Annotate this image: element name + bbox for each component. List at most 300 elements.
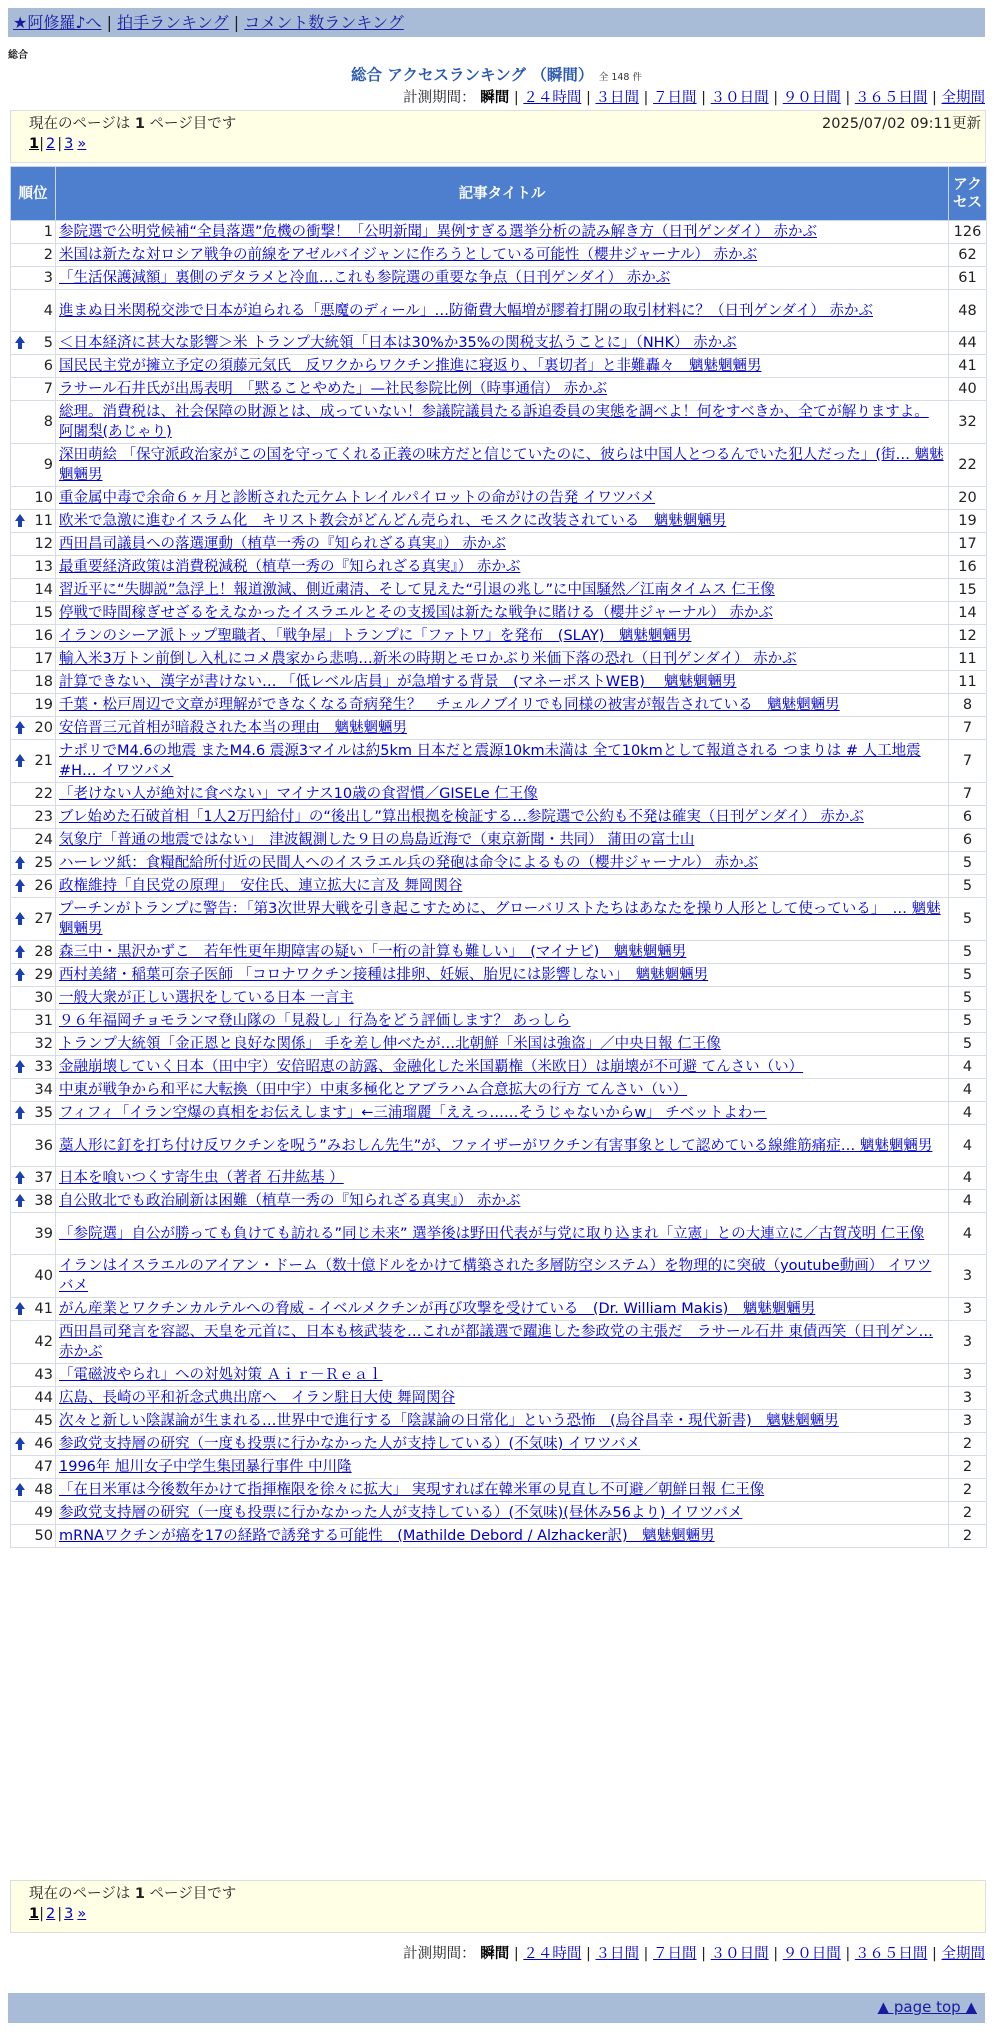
rank-number: 30 [34, 990, 53, 1006]
rank-number: 46 [34, 1436, 53, 1452]
article-link[interactable]: 「電磁波やられ」への対処対策 Ａｉｒ－Ｒｅａｌ [59, 1367, 383, 1383]
article-link[interactable]: 最重要経済政策は消費税減税（植草一秀の『知られざる真実』） 赤かぶ [59, 559, 521, 575]
rank-number: 18 [34, 674, 53, 690]
period-link[interactable]: ７日間 [653, 1946, 697, 1962]
rank-cell [11, 487, 56, 510]
article-link[interactable]: 計算できない、漢字が書けない… 「低レベル店員」が急増する背景 (マネーポストWEB) 魑魅魍魎男 [59, 674, 737, 690]
article-link[interactable]: 広島、長崎の平和祈念式典出席へ イラン駐日大使 舞岡関谷 [59, 1390, 456, 1406]
access-count: 48 [949, 290, 987, 332]
rank-cell [11, 1298, 56, 1321]
table-row [11, 694, 987, 717]
title-cell [56, 964, 949, 987]
pager-separator: | [39, 1906, 44, 1922]
page-info-box-bottom [10, 1880, 986, 1933]
rank-number: 25 [34, 855, 53, 871]
table-row [11, 1479, 987, 1502]
table-row [11, 533, 987, 556]
article-link[interactable]: 安倍晋三元首相が暗殺された本当の理由 魑魅魍魎男 [59, 720, 407, 736]
rank-cell [11, 806, 56, 829]
updated-timestamp: 2025/07/02 09:11更新 [822, 116, 981, 132]
rank-cell [11, 740, 56, 783]
rank-cell [11, 267, 56, 290]
access-count: 3 [949, 1364, 987, 1387]
title-cell [56, 1079, 949, 1102]
rank-number: 17 [34, 651, 53, 667]
article-link[interactable]: プーチンがトランプに警告：「第3次世界大戦を引き起こすために、グローバリストたちはあなたを操り人形として使っている」 … 魑魅魍魎男 [59, 901, 941, 937]
title-cell [56, 671, 949, 694]
rank-up-arrow-icon [15, 1060, 25, 1074]
title-cell [56, 783, 949, 806]
period-separator: | [581, 90, 596, 106]
table-row [11, 1010, 987, 1033]
article-link[interactable]: 西田昌司議員への落選運動（植草一秀の『知られざる真実』） 赤かぶ [59, 536, 506, 552]
rank-cell [11, 717, 56, 740]
pager-separator: | [57, 136, 63, 152]
article-link[interactable]: フィフィ「イラン空爆の真相をお伝えします」←三浦瑠麗「ええっ……そうじゃないからw」 チベットよわー [59, 1105, 767, 1121]
rank-cell [11, 444, 56, 487]
rank-number: 44 [34, 1390, 53, 1406]
page-top-link[interactable]: ▲ page top ▲ [877, 1998, 977, 2016]
period-link[interactable]: ３６５日間 [854, 90, 928, 106]
access-count: 5 [949, 964, 987, 987]
table-row [11, 1456, 987, 1479]
table-row [11, 221, 987, 244]
period-link[interactable]: ３日間 [595, 90, 639, 106]
rank-number: 3 [43, 270, 53, 286]
access-count: 41 [949, 355, 987, 378]
title-cell [56, 510, 949, 533]
title-cell [56, 1167, 949, 1190]
rank-cell [11, 783, 56, 806]
period-link[interactable]: ２４時間 [523, 1946, 582, 1962]
title-cell [56, 1033, 949, 1056]
rank-cell [11, 1190, 56, 1213]
rank-up-arrow-icon [15, 968, 25, 982]
access-count: 2 [949, 1479, 987, 1502]
pager-next-link[interactable]: » [77, 1906, 87, 1922]
title-cell [56, 290, 949, 332]
rank-cell [11, 852, 56, 875]
rank-number: 26 [34, 878, 53, 894]
access-count: 3 [949, 1321, 987, 1364]
rank-cell [11, 964, 56, 987]
table-row [11, 1298, 987, 1321]
clap-ranking-link[interactable]: 拍手ランキング [117, 13, 229, 32]
period-separator: | [638, 1946, 654, 1962]
rank-up-arrow-icon [15, 754, 25, 768]
rank-number: 1 [43, 224, 53, 240]
table-row [11, 487, 987, 510]
nav-separator: | [233, 13, 240, 32]
access-count: 15 [949, 579, 987, 602]
rank-number: 23 [34, 809, 53, 825]
page-title-text: 総合 アクセスランキング （瞬間） [351, 66, 594, 84]
pager-page-link[interactable]: 2 [45, 1906, 56, 1922]
table-row [11, 579, 987, 602]
title-header: 記事タイトル [56, 167, 949, 221]
title-cell [56, 852, 949, 875]
access-count: 19 [949, 510, 987, 533]
rank-number: 50 [34, 1528, 53, 1544]
article-link[interactable]: 参院選で公明党候補“全員落選”危機の衝撃！「公明新聞」異例すぎる選挙分析の読み解き方（日刊ゲンダイ） 赤かぶ [59, 224, 817, 240]
rank-number: 49 [34, 1505, 53, 1521]
article-link[interactable]: 森三中・黒沢かずこ 若年性更年期障害の疑い「一桁の計算も難しい」 (マイナビ) 魑魅魍魎男 [59, 944, 687, 960]
rank-cell [11, 556, 56, 579]
page-title [0, 63, 993, 85]
title-cell [56, 1364, 949, 1387]
table-row [11, 401, 987, 444]
period-separator: | [840, 1946, 855, 1962]
category-label: 総合 [8, 50, 28, 61]
period-separator: | [927, 1946, 942, 1962]
access-count: 4 [949, 1079, 987, 1102]
title-cell [56, 1387, 949, 1410]
rank-cell [11, 648, 56, 671]
access-count: 3 [949, 1298, 987, 1321]
rank-cell [11, 1479, 56, 1502]
rank-cell [11, 625, 56, 648]
rank-cell [11, 401, 56, 444]
top-nav-bar [8, 8, 985, 37]
period-selector-top [403, 86, 985, 107]
article-link[interactable]: 藁人形に釘を打ち付け反ワクチンを呪う”みおしん先生”が、ファイザーがワクチン有害事象として認めている線維筋痛症… 魑魅魍魎男 [59, 1137, 933, 1154]
access-count: 4 [949, 1102, 987, 1125]
page-info-number: 1 [134, 116, 145, 132]
title-cell [56, 401, 949, 444]
title-cell [56, 1456, 949, 1479]
rank-number: 45 [34, 1413, 53, 1429]
rank-up-arrow-icon [15, 1302, 25, 1316]
table-row [11, 898, 987, 941]
rank-cell [11, 1125, 56, 1167]
article-link[interactable]: ナポリでM4.6の地震 またM4.6 震源3マイルは約5km 日本だと震源10km未満は 全て10kmとして報道される つまりは # 人工地震 #H… イワツバメ [59, 743, 921, 779]
page-info-suffix: ページ目です [149, 116, 237, 132]
title-cell [56, 987, 949, 1010]
access-count: 14 [949, 602, 987, 625]
table-row [11, 1079, 987, 1102]
article-link[interactable]: 日本を喰いつくす寄生虫（著者 石井紘基 ） [59, 1170, 344, 1186]
table-row [11, 941, 987, 964]
access-count: 5 [949, 987, 987, 1010]
table-row [11, 1167, 987, 1190]
period-separator: | [927, 90, 942, 106]
ranking-table-body [11, 221, 987, 1548]
table-row [11, 510, 987, 533]
rank-cell [11, 290, 56, 332]
rank-number: 19 [34, 697, 53, 713]
period-link[interactable]: 全期間 [941, 1946, 985, 1962]
access-count: 4 [949, 1056, 987, 1079]
page-info-box-top [10, 110, 986, 163]
title-cell [56, 444, 949, 487]
period-link[interactable]: ９０日間 [782, 1946, 841, 1962]
title-cell [56, 1321, 949, 1364]
title-cell [56, 1213, 949, 1255]
rank-number: 21 [34, 753, 53, 769]
rank-cell [11, 244, 56, 267]
period-link[interactable]: ３日間 [595, 1946, 639, 1962]
pager-current-page: 1 [29, 1906, 40, 1922]
pager-page-link[interactable]: 3 [64, 136, 74, 152]
access-count: 2 [949, 1502, 987, 1525]
access-count: 2 [949, 1525, 987, 1548]
table-header-row [11, 167, 987, 221]
article-link[interactable]: 1996年 旭川女子中学生集団暴行事件 中川隆 [59, 1459, 352, 1475]
title-cell [56, 1479, 949, 1502]
period-separator: | [513, 1946, 524, 1962]
article-link[interactable]: がん産業とワクチンカルテルへの脅威 - イベルメクチンが再び攻撃を受けている (Dr. William Makis) 魑魅魍魎男 [59, 1301, 816, 1317]
article-link[interactable]: 参政党支持層の研究（一度も投票に行かなかった人が支持している）(不気味)(昼休み56より) イワツバメ [59, 1505, 743, 1521]
access-count: 2 [949, 1433, 987, 1456]
title-cell [56, 332, 949, 355]
access-count: 4 [949, 1213, 987, 1255]
period-separator: | [638, 90, 654, 106]
rank-up-arrow-icon [15, 879, 25, 893]
rank-cell [11, 533, 56, 556]
period-link[interactable]: ７日間 [653, 90, 697, 106]
table-row [11, 556, 987, 579]
period-link[interactable]: ９０日間 [782, 90, 841, 106]
article-link[interactable]: 「生活保護減額」裏側のデタラメと冷血…これも参院選の重要な争点（日刊ゲンダイ） 赤かぶ [59, 270, 671, 286]
period-separator: | [768, 1946, 783, 1962]
period-link[interactable]: ３６５日間 [854, 1946, 928, 1962]
table-row [11, 1033, 987, 1056]
article-link[interactable]: 気象庁「普通の地震ではない」 津波観測した９日の鳥島近海で（東京新聞・共同） 蒲田の富士山 [59, 832, 695, 848]
title-cell [56, 875, 949, 898]
table-row [11, 1102, 987, 1125]
title-cell [56, 829, 949, 852]
rank-number: 37 [34, 1170, 53, 1186]
rank-cell [11, 355, 56, 378]
rank-header: 順位 [11, 167, 56, 221]
period-link[interactable]: ３０日間 [710, 1946, 769, 1962]
article-link[interactable]: ブレ始めた石破首相「1人2万円給付」の“後出し”算出根拠を検証する…参院選で公約も不発は確実（日刊ゲンダイ） 赤かぶ [59, 809, 864, 825]
period-link[interactable]: 全期間 [941, 90, 985, 106]
title-cell [56, 267, 949, 290]
pager-page-link[interactable]: 3 [64, 1906, 74, 1922]
rank-number: 11 [34, 513, 53, 529]
table-row [11, 625, 987, 648]
table-row [11, 987, 987, 1010]
article-link[interactable]: ラサール石井氏が出馬表明 「黙ることやめた」—社民参院比例（時事通信） 赤かぶ [59, 381, 608, 397]
rank-number: 35 [34, 1105, 53, 1121]
access-count: 4 [949, 1167, 987, 1190]
table-row [11, 444, 987, 487]
article-link[interactable]: 金融崩壊していく日本（田中宇）安倍昭恵の訪露、金融化した米国覇権（米欧日）は崩壊が不可避 てんさい（い） [59, 1059, 804, 1075]
rank-number: 41 [34, 1301, 53, 1317]
period-links [514, 1946, 985, 1962]
title-cell [56, 694, 949, 717]
article-link[interactable]: 総理。消費税は、社会保障の財源とは、成っていない！参議院議員たる訴追委員の実態を調べよ！何をすべきか、全てが解りますよ。 阿闍梨(あじゃり) [59, 404, 929, 440]
rank-number: 4 [43, 302, 53, 319]
article-link[interactable]: ハーレツ紙：食糧配給所付近の民間人へのイスラエル兵の発砲は命令によるもの（櫻井ジャーナル） 赤かぶ [59, 855, 759, 871]
article-link[interactable]: 中東が戦争から和平に大転換（田中宇）中東多極化とアブラハム合意拡大の行方 てんさい（い） [59, 1082, 688, 1098]
article-link[interactable]: 欧米で急激に進むイスラム化 キリスト教会がどんどん売られ、モスクに改装されている 魑魅魍魎男 [59, 513, 727, 529]
rank-cell [11, 1364, 56, 1387]
article-link[interactable]: 国民民主党が擁立予定の須藤元気氏 反ワクからワクチン推進に寝返り、「裏切者」と非難轟々 魑魅魍魎男 [59, 358, 762, 374]
title-cell [56, 1525, 949, 1548]
article-link[interactable]: 習近平に“失脚説”急浮上！報道激減、側近粛清、そして見えた“引退の兆し”に中国騒然／江南タイムス 仁王像 [59, 582, 775, 598]
article-link[interactable]: 深田萌絵 「保守派政治家がこの国を守ってくれる正義の味方だと信じていたのに、彼らは中国人とつるんでいた犯人だった」(街… 魑魅魍魎男 [59, 447, 944, 483]
table-row [11, 1525, 987, 1548]
pager-current-page: 1 [29, 136, 40, 152]
page-info-prefix: 現在のページは [29, 116, 131, 132]
rank-number: 29 [34, 967, 53, 983]
title-cell [56, 1433, 949, 1456]
rank-number: 47 [34, 1459, 53, 1475]
rank-up-arrow-icon [15, 1106, 25, 1120]
rank-cell [11, 694, 56, 717]
period-separator: | [513, 90, 524, 106]
pager-next-link[interactable]: » [77, 136, 87, 152]
current-page-info [29, 1884, 967, 1904]
article-link[interactable]: mRNAワクチンが癌を17の経路で誘発する可能性 (Mathilde Debord / Alzhacker訳) 魑魅魍魎男 [59, 1528, 715, 1544]
article-link[interactable]: 政権維持「自民党の原理」 安住氏、連立拡大に言及 舞岡関谷 [59, 878, 463, 894]
table-row [11, 1433, 987, 1456]
period-label: 計測期間： [403, 90, 476, 106]
rank-number: 24 [34, 832, 53, 848]
article-link[interactable]: ＜日本経済に甚大な影響＞米 トランプ大統領「日本は30%か35%の関税支払うことに」（NHK） 赤かぶ [59, 335, 737, 351]
period-current: 瞬間 [480, 1946, 510, 1962]
article-link[interactable]: イランのシーア派トップ聖職者、「戦争屋」トランプに「ファトワ」を発布 (SLAY) 魑魅魍魎男 [59, 628, 692, 644]
rank-cell [11, 602, 56, 625]
title-cell [56, 898, 949, 941]
article-link[interactable]: 輸入米3万トン前倒し入札にコメ農家から悲鳴…新米の時期とモロかぶり米価下落の恐れ（日刊ゲンダイ） 赤かぶ [59, 651, 797, 667]
rank-cell [11, 1456, 56, 1479]
rank-number: 43 [34, 1367, 53, 1383]
access-count: 4 [949, 1190, 987, 1213]
article-link[interactable]: 自公敗北でも政治刷新は困難（植草一秀の『知られざる真実』） 赤かぶ [59, 1193, 521, 1209]
title-cell [56, 717, 949, 740]
ranking-table [10, 166, 987, 1548]
rank-cell [11, 378, 56, 401]
access-count: 7 [949, 740, 987, 783]
access-count: 5 [949, 852, 987, 875]
access-count: 5 [949, 941, 987, 964]
table-row [11, 783, 987, 806]
rank-up-arrow-icon [15, 945, 25, 959]
rank-up-arrow-icon [15, 336, 25, 350]
period-separator: | [696, 1946, 711, 1962]
rank-cell [11, 1387, 56, 1410]
table-row [11, 1125, 987, 1167]
title-cell [56, 625, 949, 648]
rank-number: 9 [43, 457, 53, 473]
article-link[interactable]: ９６年福岡チョモランマ登山隊の「見殺し」行為をどう評価します？ あっしら [59, 1013, 571, 1029]
table-row [11, 1056, 987, 1079]
access-count: 11 [949, 648, 987, 671]
nav-separator: | [106, 13, 113, 32]
access-count: 5 [949, 1033, 987, 1056]
title-cell [56, 579, 949, 602]
article-link[interactable]: トランプ大統領「金正恩と良好な関係」 手を差し伸べたが…北朝鮮「米国は強盗」／中央日報 仁王像 [59, 1036, 721, 1052]
article-link[interactable]: 次々と新しい陰謀論が生まれる…世界中で進行する「陰謀論の日常化」という恐怖 (烏谷昌幸・現代新書) 魑魅魍魎男 [59, 1413, 839, 1429]
rank-number: 16 [34, 628, 53, 644]
period-link[interactable]: ２４時間 [523, 90, 582, 106]
period-separator: | [696, 90, 711, 106]
article-link[interactable]: 進まぬ日米関税交渉で日本が迫られる「悪魔のディール」…防衛費大幅増が膠着打開の取引材料に？（日刊ゲンダイ） 赤かぶ [59, 302, 873, 319]
article-link[interactable]: 「在日米軍は今後数年かけて指揮権限を徐々に拡大」 実現すれば在韓米軍の見直し不可避／朝鮮日報 仁王像 [59, 1482, 765, 1498]
footer-bar [8, 1993, 985, 2023]
access-count: 32 [949, 401, 987, 444]
article-link[interactable]: 一般大衆が正しい選択をしている日本 一言主 [59, 990, 354, 1006]
title-cell [56, 1190, 949, 1213]
article-link[interactable]: 西田昌司発言を容認、天皇を元首に、日本も核武装を…これが都議選で躍進した参政党の主張だ ラサール石井 東債西笑（日刊ゲン… 赤かぶ [59, 1324, 934, 1360]
rank-cell [11, 1167, 56, 1190]
table-row [11, 671, 987, 694]
article-link[interactable]: 「参院選」自公が勝っても負けても訪れる”同じ未来” 選挙後は野田代表が与党に取り込まれ「立憲」との大連立に／古賀茂明 仁王像 [59, 1225, 925, 1242]
title-cell [56, 355, 949, 378]
pager-page-link[interactable]: 2 [45, 136, 56, 152]
title-cell [56, 602, 949, 625]
total-count: 全 148 件 [598, 72, 642, 83]
table-row [11, 1213, 987, 1255]
article-link[interactable]: 参政党支持層の研究（一度も投票に行かなかった人が支持している）(不気味) イワツバメ [59, 1436, 641, 1452]
rank-number: 28 [34, 944, 53, 960]
access-count: 2 [949, 1456, 987, 1479]
pagination-top [29, 134, 967, 154]
home-link[interactable]: ★阿修羅♪へ [13, 13, 102, 32]
rank-up-arrow-icon [15, 856, 25, 870]
page-info-prefix: 現在のページは [29, 1886, 131, 1902]
rank-number: 33 [34, 1059, 53, 1075]
table-row [11, 806, 987, 829]
rank-number: 7 [43, 381, 53, 397]
table-row [11, 1321, 987, 1364]
title-cell [56, 533, 949, 556]
rank-number: 38 [34, 1193, 53, 1209]
title-cell [56, 648, 949, 671]
access-count: 3 [949, 1410, 987, 1433]
table-row [11, 244, 987, 267]
period-separator: | [768, 90, 783, 106]
title-cell [56, 221, 949, 244]
article-link[interactable]: 重金属中毒で余命６ヶ月と診断された元ケムトレイルパイロットの命がけの告発 イワツバメ [59, 490, 656, 506]
title-cell [56, 806, 949, 829]
rank-number: 20 [34, 720, 53, 736]
access-count: 8 [949, 694, 987, 717]
rank-up-arrow-icon [15, 1483, 25, 1497]
table-row [11, 267, 987, 290]
comment-ranking-link[interactable]: コメント数ランキング [244, 13, 404, 32]
article-link[interactable]: 千葉・松戸周辺で文章が理解ができなくなる奇病発生？ チェルノブイリでも同様の被害が報告されている 魑魅魍魎男 [59, 697, 840, 713]
article-link[interactable]: 西村美緒・稲葉可奈子医師 「コロナワクチン接種は排卵、妊娠、胎児には影響しない」 魑魅魍魎男 [59, 967, 709, 983]
rank-cell [11, 671, 56, 694]
title-cell [56, 740, 949, 783]
article-link[interactable]: 「老けない人が絶対に食べない」マイナス10歳の食習慣／GISELe 仁王像 [59, 786, 538, 802]
pager-separator: | [57, 1906, 63, 1922]
title-cell [56, 1056, 949, 1079]
article-link[interactable]: 米国は新たな対ロシア戦争の前線をアゼルバイジャンに作ろうとしている可能性（櫻井ジャーナル） 赤かぶ [59, 247, 758, 263]
access-count: 7 [949, 783, 987, 806]
article-link[interactable]: イランはイスラエルのアイアン・ドーム（数十億ドルをかけて構築された多層防空システム）を物理的に突破（youtube動画） イワツバメ [59, 1258, 932, 1294]
article-link[interactable]: 停戦で時間稼ぎせざるをえなかったイスラエルとその支援国は新たな戦争に賭ける（櫻井ジャーナル） 赤かぶ [59, 605, 773, 621]
access-count: 20 [949, 487, 987, 510]
rank-number: 34 [34, 1082, 53, 1098]
title-cell [56, 941, 949, 964]
access-count: 11 [949, 671, 987, 694]
rank-cell [11, 1056, 56, 1079]
rank-number: 36 [34, 1137, 53, 1154]
rank-cell [11, 898, 56, 941]
period-link[interactable]: ３０日間 [710, 90, 769, 106]
access-count: 6 [949, 829, 987, 852]
access-count: 44 [949, 332, 987, 355]
period-links [514, 90, 985, 106]
table-row [11, 964, 987, 987]
rank-cell [11, 1010, 56, 1033]
table-row [11, 875, 987, 898]
